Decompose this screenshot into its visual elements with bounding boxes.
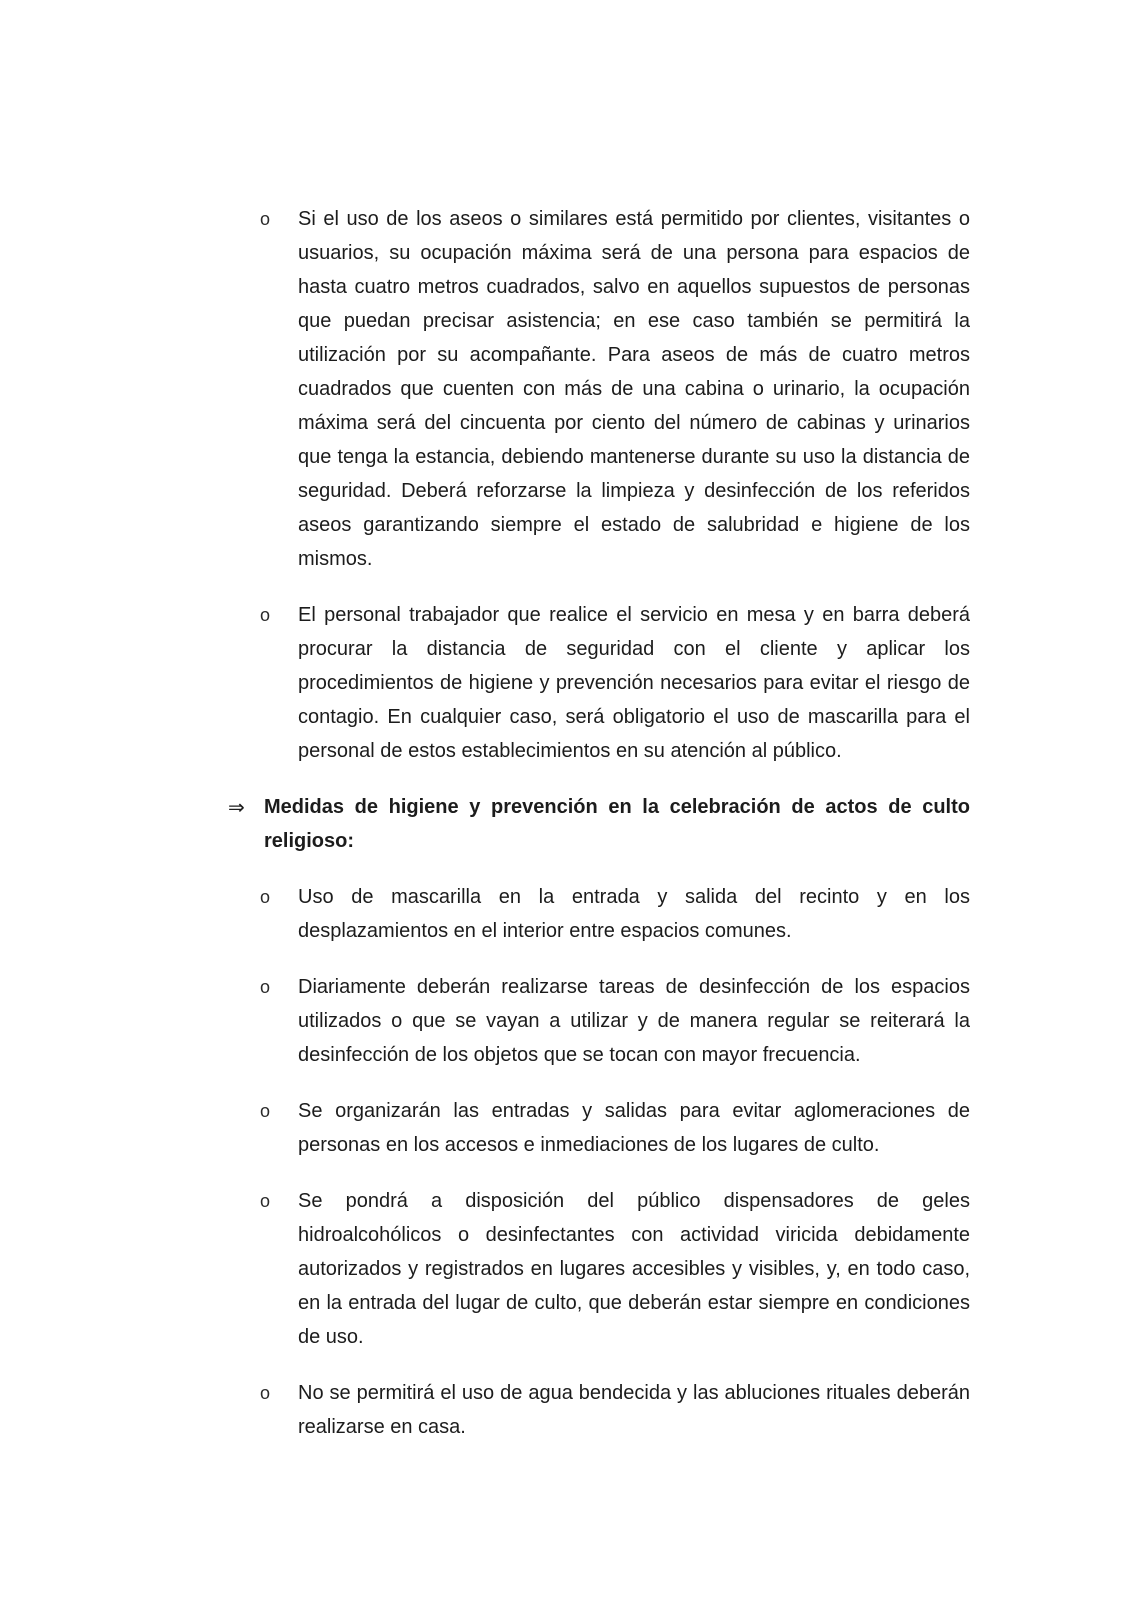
circle-bullet-icon: o: [260, 977, 271, 997]
section-heading-text: Medidas de higiene y prevención en la celebración de actos de culto religioso:: [264, 796, 970, 852]
list-item-text: Se organizarán las entradas y salidas para evitar aglomeraciones de personas en los accesos e inmediaciones de los lugares de culto.: [298, 1100, 970, 1156]
list-item: [228, 598, 970, 768]
list-item: [228, 202, 970, 576]
circle-bullet-icon: o: [260, 209, 271, 229]
list-item-text: Diariamente deberán realizarse tareas de desinfección de los espacios utilizados o que se vayan a utilizar y de manera regular se reiterará la desinfección de los objetos que se tocan con mayor frecuencia.: [298, 976, 970, 1066]
document-body: [228, 202, 970, 1466]
list-item: [228, 880, 970, 948]
double-arrow-right-icon: ⇒: [228, 795, 245, 819]
circle-bullet-icon: o: [260, 605, 271, 625]
list-item-text: No se permitirá el uso de agua bendecida y las abluciones rituales deberán realizarse en casa.: [298, 1382, 970, 1438]
circle-bullet-icon: o: [260, 1101, 271, 1121]
list-item: [228, 970, 970, 1072]
list-section-b: [228, 880, 970, 1444]
list-item-text: El personal trabajador que realice el servicio en mesa y en barra deberá procurar la distancia de seguridad con el cliente y aplicar los procedimientos de higiene y prevención necesarios para evitar el riesgo de contagio. En cualquier caso, será obligatorio el uso de mascarilla para el personal de estos establecimientos en su atención al público.: [298, 604, 970, 762]
list-item-text: Si el uso de los aseos o similares está permitido por clientes, visitantes o usuarios, su ocupación máxima será de una persona para espacios de hasta cuatro metros cuadrados, salvo en aquellos supuestos de personas que puedan precisar asistencia; en ese caso también se permitirá la utilización por su acompañante. Para aseos de más de cuatro metros cuadrados que cuenten con más de una cabina o urinario, la ocupación máxima será del cincuenta por ciento del número de cabinas y urinarios que tenga la estancia, debiendo mantenerse durante su uso la distancia de seguridad. Deberá reforzarse la limpieza y desinfección de los referidos aseos garantizando siempre el estado de salubridad e higiene de los mismos.: [298, 208, 970, 570]
section-heading: [228, 790, 970, 858]
circle-bullet-icon: o: [260, 887, 271, 907]
list-item: [228, 1094, 970, 1162]
list-section-a: [228, 202, 970, 768]
list-item-text: Uso de mascarilla en la entrada y salida del recinto y en los desplazamientos en el interior entre espacios comunes.: [298, 886, 970, 942]
circle-bullet-icon: o: [260, 1383, 271, 1403]
circle-bullet-icon: o: [260, 1191, 271, 1211]
list-item-text: Se pondrá a disposición del público dispensadores de geles hidroalcohólicos o desinfectantes con actividad viricida debidamente autorizados y registrados en lugares accesibles y visibles, y, en todo caso, en la entrada del lugar de culto, que deberán estar siempre en condiciones de uso.: [298, 1190, 970, 1348]
list-item: [228, 1376, 970, 1444]
list-item: [228, 1184, 970, 1354]
